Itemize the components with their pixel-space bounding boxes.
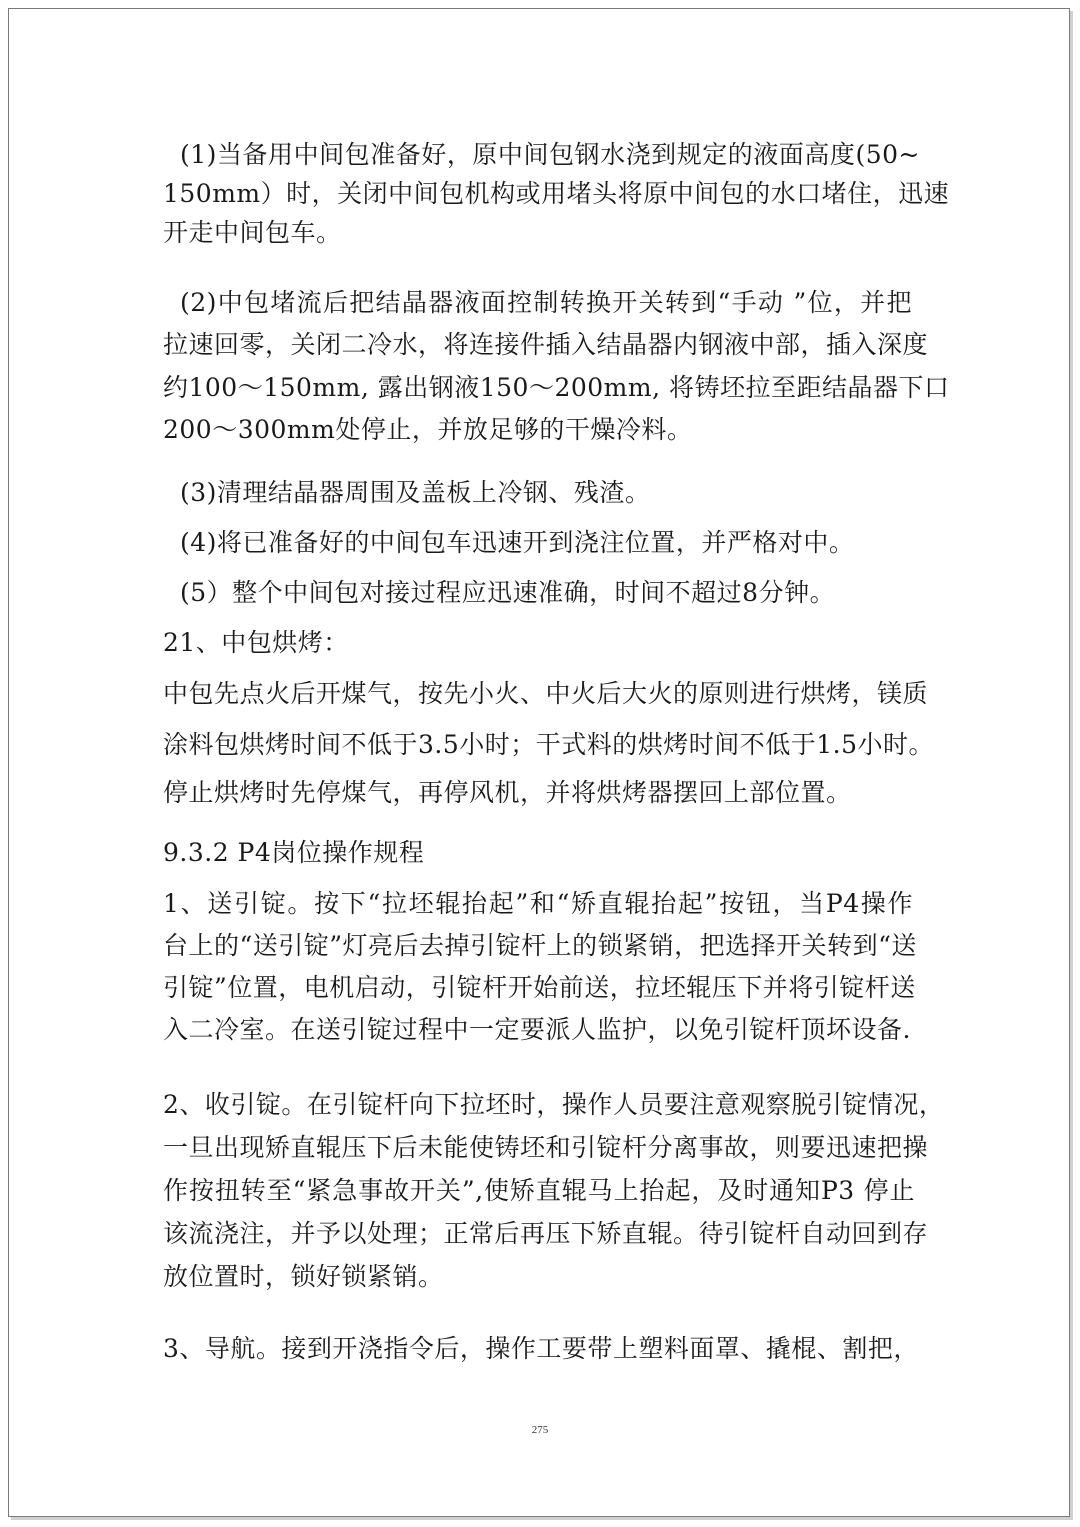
text-line: 2、收引锭。在引锭杆向下拉坯时，操作人员要注意观察脱引锭情况， (163, 1090, 945, 1119)
text-line: (3)清理结晶器周围及盖板上冷钢、残渣。 (180, 478, 651, 507)
section-heading: 21、中包烘烤： (163, 628, 349, 657)
section-heading: 9.3.2 P4岗位操作规程 (163, 838, 425, 867)
text-line: 引锭”位置，电机启动，引锭杆开始前送，拉坯辊压下并将引锭杆送 (163, 973, 916, 1002)
text-line: 200～300mm处停止，并放足够的干燥冷料。 (163, 415, 693, 444)
text-line: 一旦出现矫直辊压下后未能使铸坯和引锭杆分离事故，则要迅速把操 (163, 1133, 929, 1162)
page-number: 275 (531, 1424, 549, 1436)
text-line: (1)当备用中间包准备好，原中间包钢水浇到规定的液面高度(50~ (180, 140, 920, 169)
text-line: 3、导航。接到开浇指令后，操作工要带上塑料面罩、撬棍、割把， (163, 1334, 919, 1363)
text-line: (2)中包堵流后把结晶器液面控制转换开关转到“手动 ”位，并把 (180, 288, 912, 317)
text-line: 作按扭转至“紧急事故开关”,使矫直辊马上抬起，及时通知P3 停止 (163, 1176, 915, 1205)
text-line: 1、送引锭。按下“拉坯辊抬起”和“矫直辊抬起”按钮，当P4操作 (163, 889, 913, 918)
text-line: 放位置时，锁好锁紧销。 (163, 1262, 444, 1291)
text-line: 开走中间包车。 (163, 218, 342, 247)
text-line: 该流浇注，并予以处理；正常后再压下矫直辊。待引锭杆自动回到存 (163, 1219, 929, 1248)
text-line: 台上的“送引锭”灯亮后去掉引锭杆上的锁紧销，把选择开关转到“送 (163, 931, 917, 960)
text-line: 入二冷室。在送引锭过程中一定要派人监护，以免引锭杆顶坏设备. (163, 1015, 911, 1044)
text-line: 拉速回零，关闭二冷水，将连接件插入结晶器内钢液中部，插入深度 (163, 330, 929, 359)
text-line: 约100～150mm, 露出钢液150～200mm, 将铸坯拉至距结晶器下口 (163, 373, 950, 402)
text-line: (5）整个中间包对接过程应迅速准确，时间不超过8分钟。 (180, 578, 836, 607)
text-line: 150mm）时，关闭中间包机构或用堵头将原中间包的水口堵住，迅速 (163, 179, 950, 208)
text-line: 中包先点火后开煤气，按先小火、中火后大火的原则进行烘烤，镁质 (163, 679, 929, 708)
text-line: 涂料包烘烤时间不低于3.5小时；干式料的烘烤时间不低于1.5小时。 (163, 730, 935, 759)
text-line: 停止烘烤时先停煤气，再停风机，并将烘烤器摆回上部位置。 (163, 778, 852, 807)
text-line: (4)将已准备好的中间包车迅速开到浇注位置，并严格对中。 (180, 528, 855, 557)
